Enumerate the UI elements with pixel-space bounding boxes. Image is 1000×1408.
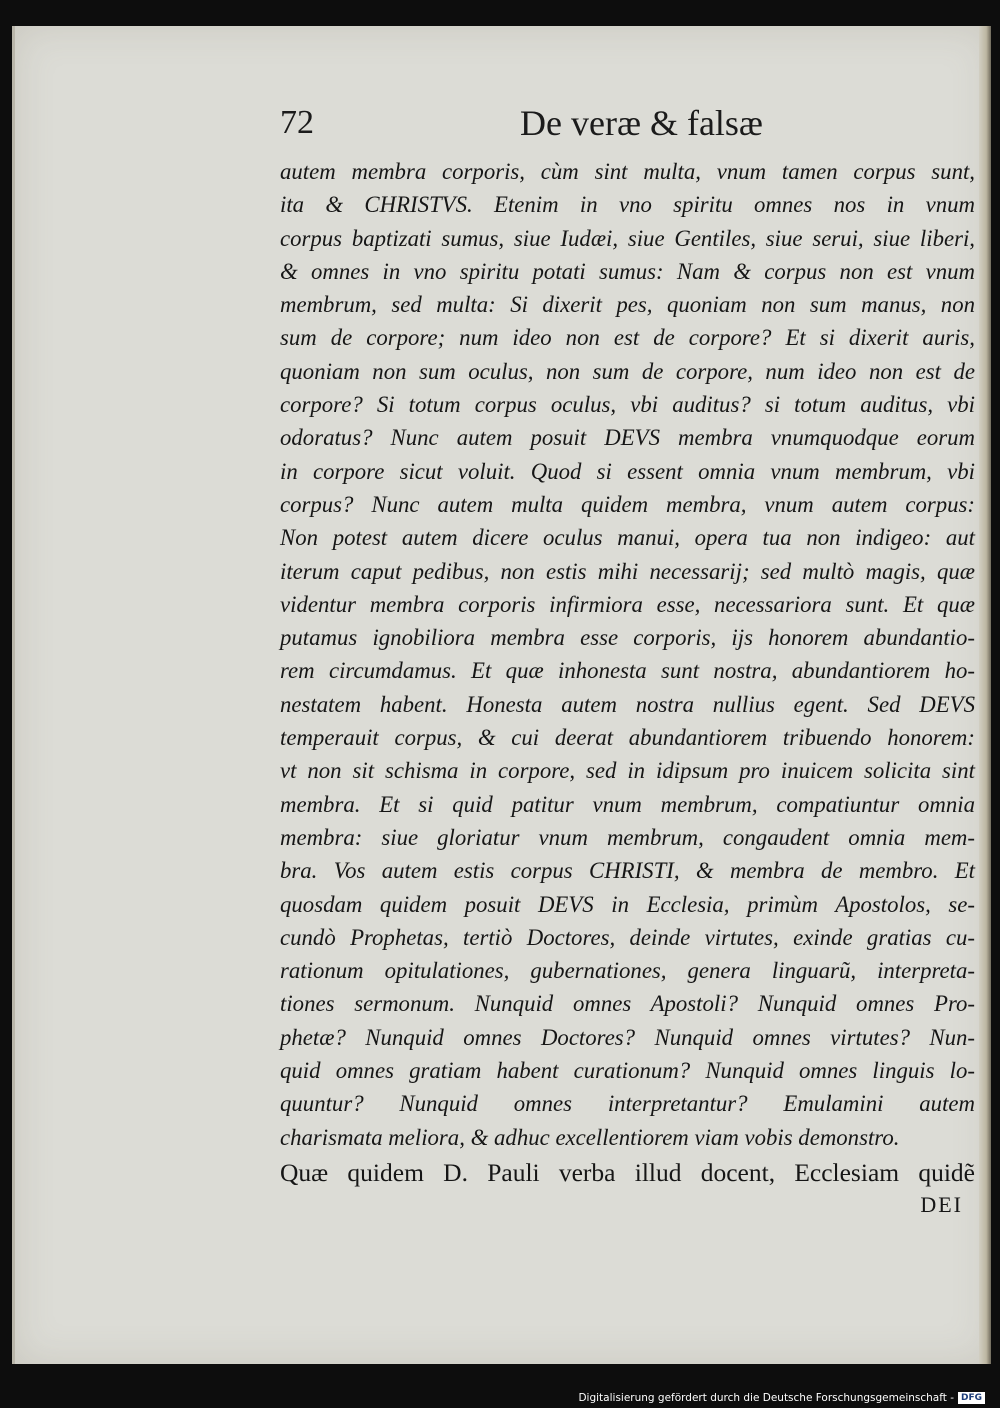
credit-text: Digitalisierung gefördert durch die Deutsche Forschungsgemeinschaft - (578, 1392, 954, 1404)
text-line: charismata meliora, & adhuc excellentiorem viam vobis demonstro. (280, 1124, 900, 1150)
text-line: corpore? Si totum corpus oculus, vbi auditus? si totum auditus, vbi (280, 392, 975, 418)
text-line: & omnes in vno spiritu potati sumus: Nam & corpus non est vnum (280, 258, 975, 284)
body-text (280, 155, 975, 1220)
page-number: 72 (280, 104, 314, 141)
text-line: videntur membra corporis infirmiora esse, necessariora sunt. Et quæ (280, 591, 975, 617)
text-line: corpus baptizati sumus, siue Iudæi, siue Gentiles, siue serui, siue liberi, (280, 225, 975, 251)
italic-passage (280, 155, 975, 1154)
text-line: autem membra corporis, cùm sint multa, vnum tamen corpus sunt, (280, 159, 975, 184)
roman-line: Quæ quidem D. Pauli verba illud docent, Ecclesiam quidẽ (280, 1157, 975, 1187)
catchword: DEI (920, 1191, 963, 1217)
text-line: temperauit corpus, & cui deerat abundantiorem tribuendo honorem: (280, 725, 975, 751)
text-line: putamus ignobiliora membra esse corporis, ijs honorem abundantio- (280, 625, 975, 651)
text-line: ita & CHRISTVS. Etenim in vno spiritu omnes nos in vnum (280, 192, 975, 218)
text-line: odoratus? Nunc autem posuit DEVS membra vnumquodque eorum (280, 425, 975, 451)
running-head (268, 100, 988, 150)
text-line: bra. Vos autem estis corpus CHRISTI, & membra de membro. Et (280, 858, 975, 884)
text-line: iterum caput pedibus, non estis mihi necessarij; sed multò magis, quæ (280, 558, 975, 584)
digitization-credit (0, 1388, 985, 1408)
text-line: quosdam quidem posuit DEVS in Ecclesia, primùm Apostolos, se- (280, 891, 975, 917)
text-line: rationum opitulationes, gubernationes, genera linguarũ, interpreta- (280, 958, 975, 984)
text-line: tiones sermonum. Nunquid omnes Apostoli? Nunquid omnes Pro- (280, 991, 975, 1017)
text-line: membra: siue gloriatur vnum membrum, congaudent omnia mem- (280, 824, 975, 850)
text-line: corpus? Nunc autem multa quidem membra, vnum autem corpus: (280, 491, 975, 517)
text-line: quoniam non sum oculus, non sum de corpore, num ideo non est de (280, 358, 975, 384)
text-line: cundò Prophetas, tertiò Doctores, deinde virtutes, exinde gratias cu- (280, 924, 975, 950)
text-line: in corpore sicut voluit. Quod si essent omnia vnum membrum, vbi (280, 458, 975, 484)
text-line: Non potest autem dicere oculus manui, opera tua non indigeo: aut (280, 525, 975, 551)
text-line: membra. Et si quid patitur vnum membrum, compatiuntur omnia (280, 791, 975, 817)
text-line: membrum, sed multa: Si dixerit pes, quoniam non sum manus, non (280, 292, 975, 318)
text-line: rem circumdamus. Et quæ inhonesta sunt nostra, abundantiorem ho- (280, 658, 975, 684)
text-line: phetæ? Nunquid omnes Doctores? Nunquid omnes virtutes? Nun- (280, 1024, 975, 1050)
text-line: nestatem habent. Honesta autem nostra nullius egent. Sed DEVS (280, 691, 975, 717)
text-line: quuntur? Nunquid omnes interpretantur? Emulamini autem (280, 1091, 975, 1117)
running-title: De veræ & falsæ (520, 103, 763, 143)
text-line: quid omnes gratiam habent curationum? Nunquid omnes linguis lo- (280, 1058, 975, 1084)
dfg-logo: DFG (958, 1392, 985, 1404)
text-line: vt non sit schisma in corpore, sed in idipsum pro inuicem solicita sint (280, 758, 975, 784)
page-edge (979, 26, 991, 1364)
text-line: sum de corpore; num ideo non est de corpore? Et si dixerit auris, (280, 325, 975, 351)
